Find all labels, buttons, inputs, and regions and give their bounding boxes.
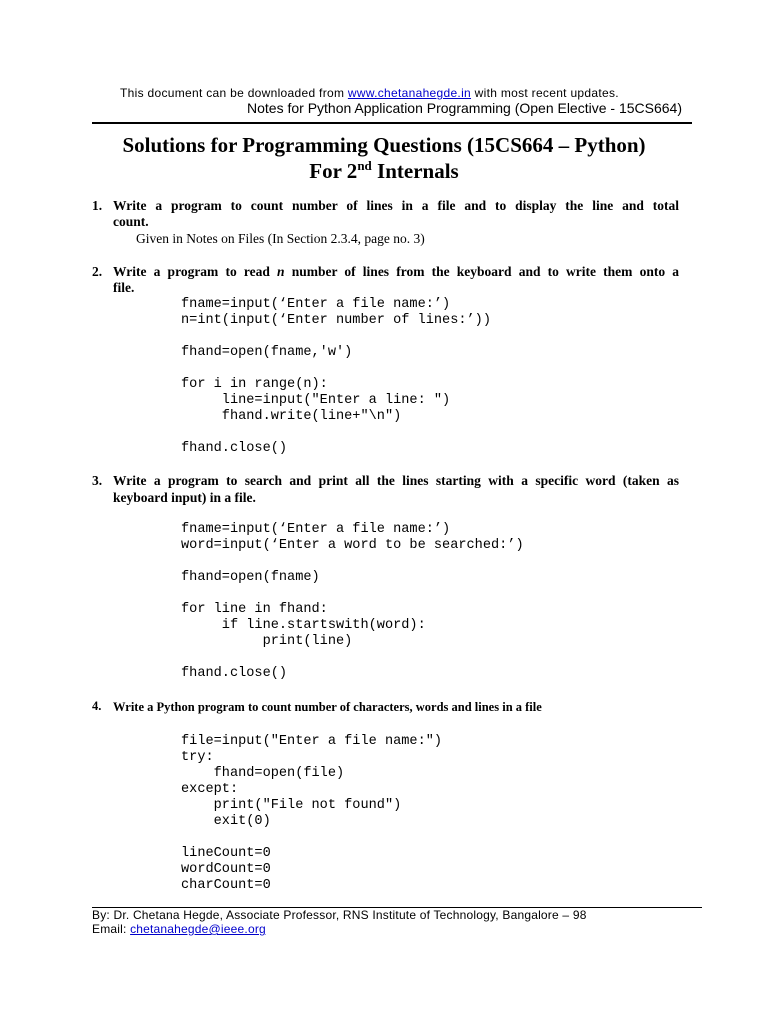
question-3-code: fname=input(‘Enter a file name:’) word=input(‘Enter a word to be searched:’) fhand=open(fname) for line in fhand: if line.startswith(word): print(line) fhand.close(): [181, 522, 524, 681]
question-2-code: fname=input(‘Enter a file name:’) n=int(input(‘Enter number of lines:’)) fhand=open(fname,'w') for i in range(n): line=input("Enter a line: ") fhand.write(line+"\n") fhand.close(): [181, 297, 491, 456]
question-1-answer: Given in Notes on Files (In Section 2.3.4, page no. 3): [136, 231, 425, 246]
website-link[interactable]: www.chetanahegde.in: [347, 86, 472, 100]
question-3-text-line2: keyboard input) in a file.: [113, 490, 256, 505]
question-4-text-line1: Write a Python program to count number of characters, words and lines in a file: [113, 700, 542, 714]
title-superscript: nd: [357, 158, 372, 173]
footer-author: By: Dr. Chetana Hegde, Associate Professor, RNS Institute of Technology, Bangalore – 98: [92, 908, 587, 922]
question-4-code: file=input("Enter a file name:") try: fhand=open(file) except: print("File not found") exit(0) lineCount=0 wordCount=0 charCount=0: [181, 734, 443, 893]
footer-email-line: [92, 922, 266, 936]
question-number: 3.: [92, 473, 103, 488]
question-number: 2.: [92, 264, 103, 279]
question-1-text-line1: Write a program to count number of lines in a file and to display the line and total: [113, 198, 679, 213]
question-number: 1.: [92, 198, 103, 213]
question-2-text-post: number of lines from the keyboard and to write them onto a: [284, 264, 679, 279]
title-for: For 2: [309, 159, 358, 183]
notes-header-title: Notes for Python Application Programming (Open Elective - 15CS664): [247, 100, 682, 116]
header-divider: [92, 122, 692, 124]
question-2-text-pre: Write a program to read: [113, 264, 278, 279]
question-2-text-italic: n: [277, 264, 285, 279]
page-title: [92, 132, 676, 184]
title-line-1: Solutions for Programming Questions (15CS664 – Python): [122, 133, 646, 157]
title-internals: Internals: [371, 159, 459, 183]
question-2-text-line2: file.: [113, 280, 135, 295]
email-link[interactable]: chetanahegde@ieee.org: [130, 922, 266, 936]
question-number: 4.: [92, 699, 102, 713]
question-1-text-line2: count.: [113, 214, 149, 229]
question-3-text-line1: Write a program to search and print all the lines starting with a specific word (taken as: [113, 473, 679, 488]
title-line-2: [92, 158, 676, 184]
download-notice: [120, 86, 619, 100]
download-prefix: This document can be downloaded from: [120, 86, 348, 100]
question-2-text-line1: [113, 264, 679, 280]
download-suffix: with most recent updates.: [471, 86, 619, 100]
footer-email-label: Email:: [92, 922, 131, 936]
